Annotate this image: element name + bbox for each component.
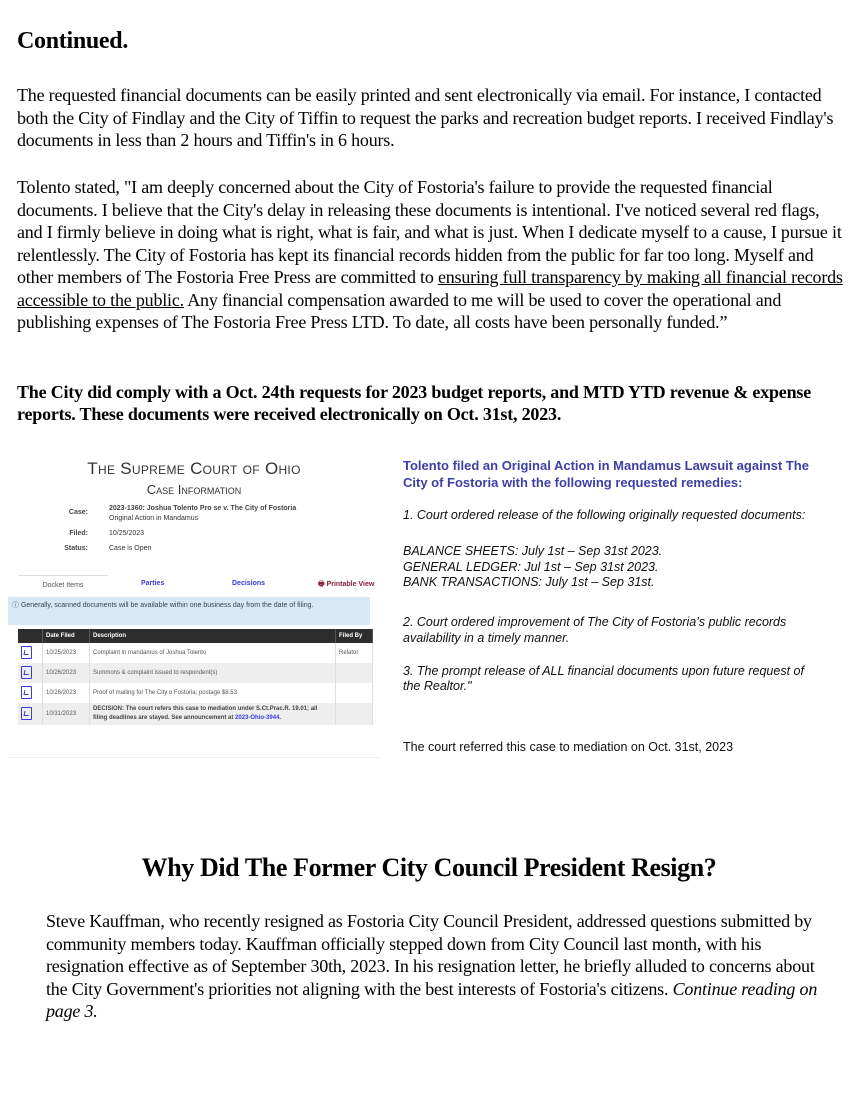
description-cell: Summons & complaint issued to respondent(s) [90, 663, 336, 683]
quote-text-end: Any financial compensation awarded to me will be used to cover the operational and publishing expenses of The Fostoria Free Press LTD. To date, all costs have been personally funded.” [17, 289, 782, 332]
status-row [8, 545, 380, 555]
decision-text: DECISION: The court refers this case to mediation under S.Ct.Prac.R. 19.01; all filing deadlines are stayed. See announcement at [93, 706, 318, 721]
filed-by-cell: Relator [336, 643, 373, 663]
document-item: GENERAL LEDGER: Jul 1st – Sep 31st 2023. [403, 559, 659, 574]
pdf-icon [21, 646, 32, 659]
filed-by-cell [336, 683, 373, 703]
table-row [18, 703, 373, 725]
header-filed-by: Filed By [336, 629, 373, 643]
court-title: The Supreme Court of Ohio [87, 459, 301, 478]
status-label: Status: [64, 545, 88, 552]
notice-text: Generally, scanned documents will be available within one business day from the date of filing. [20, 602, 314, 609]
remedy-2: 2. Court ordered improvement of The City of Fostoria’s public records availability in a timely manner. [403, 615, 787, 645]
case-tabs [18, 575, 378, 593]
document-item: BANK TRANSACTIONS: July 1st – Sep 31st. [403, 575, 655, 589]
underlined-statement: ensuring full transparency by making all financial records accessible to the public. [17, 267, 843, 310]
pdf-link[interactable] [18, 703, 43, 725]
header-date-filed: Date Filed [43, 629, 90, 643]
paragraph-response-times: The requested financial documents can be easily printed and sent electronically via email. For instance, I contacted both the City of Findlay and the City of Tiffin to request the parks and recreation budget reports. I received Findlay's documents in less than 2 hours and Tiffin's in 6 hours. [17, 85, 834, 150]
article-heading: Why Did The Former City Council President Resign? [141, 853, 717, 882]
court-subtitle: Case Information [146, 482, 242, 497]
filed-value: 10/25/2023 [109, 530, 145, 537]
pdf-icon [21, 707, 32, 720]
date-cell: 10/25/2023 [43, 643, 90, 663]
paragraph-city-compliance: The City did comply with a Oct. 24th requests for 2023 budget reports, and MTD YTD revenue & expense reports. These documents were received electronically on Oct. 31st, 2023. [17, 382, 811, 424]
table-header-row [18, 629, 373, 643]
pdf-link[interactable] [18, 643, 43, 663]
filed-row [8, 530, 380, 540]
case-value: 2023-1360: Joshua Tolento Pro se v. The City of Fostoria [109, 505, 297, 512]
document-item: BALANCE SHEETS: July 1st – Sep 31st 2023. [403, 544, 663, 558]
info-icon: ⓘ [12, 602, 21, 609]
tab-docket-items[interactable]: Docket Items [18, 575, 108, 594]
header-description: Description [90, 629, 336, 643]
date-cell: 10/31/2023 [43, 703, 90, 725]
table-row [18, 683, 373, 703]
case-label: Case: [68, 509, 88, 516]
filed-by-cell [336, 663, 373, 683]
filed-label: Filed: [69, 530, 88, 537]
pdf-icon [21, 666, 32, 679]
tab-decisions[interactable]: Decisions [232, 580, 266, 587]
paragraph-kauffman [46, 910, 836, 1023]
pdf-link[interactable] [18, 663, 43, 683]
remedy-1: 1. Court ordered release of the following originally requested documents: [403, 508, 806, 522]
case-type: Original Action in Mandamus [109, 515, 199, 522]
description-cell: Proof of mailing for The City o Fostoria; postage $8.53 [90, 683, 336, 703]
table-row [18, 663, 373, 683]
printable-view-link[interactable] [318, 580, 374, 591]
announcement-link[interactable]: 2023-Ohio-3944 [235, 715, 280, 721]
status-value: Case is Open [109, 545, 152, 552]
printable-view-label: Printable View [326, 581, 375, 588]
continue-reading: Continue reading on page 3. [46, 978, 818, 1021]
date-cell: 10/26/2023 [43, 663, 90, 683]
filed-by-cell [336, 703, 373, 725]
quote-text: Tolento stated, "I am deeply concerned about the City of Fostoria's failure to provide the requested financial documents. I believe that the City's delay in releasing these documents is intentional. I've noticed several red flags, and I firmly believe in doing what is right, what is fair, and what is just. When I dedicate myself to a cause, I pursue it relentlessly. The City of Fostoria has kept its financial records hidden from the public for far too long. Myself and other members of The Fostoria Free Press are committed to [17, 177, 842, 287]
date-cell: 10/26/2023 [43, 683, 90, 703]
docket-table [18, 629, 373, 725]
printer-icon: 🖶 [318, 581, 327, 588]
pdf-link[interactable] [18, 683, 43, 703]
case-row [8, 505, 380, 525]
decision-text-end: . [279, 715, 282, 721]
mediation-note: The court referred this case to mediation on Oct. 31st, 2023 [403, 740, 734, 754]
info-notice [8, 597, 370, 625]
pdf-icon [21, 686, 32, 699]
description-cell [90, 703, 336, 725]
kauffman-text: Steve Kauffman, who recently resigned as Fostoria City Council President, addressed questions submitted by community members today. Kauffman officially stepped down from City Council last month, with his resignation effective as of September 30th, 2023. In his resignation letter, he briefly alluded to concerns about the City Government's priorities not aligning with the best interests of Fostoria's citizens. [46, 911, 815, 999]
description-cell: Complaint in mandamus of Joshua Tolento [90, 643, 336, 663]
paragraph-tolento-quote [17, 176, 847, 334]
tab-parties[interactable]: Parties [141, 580, 165, 587]
section-heading: Continued. [17, 28, 129, 54]
remedy-3: 3. The prompt release of ALL financial documents upon future request of the Realtor." [403, 664, 804, 693]
remedies-heading: Tolento filed an Original Action in Mandamus Lawsuit against The City of Fostoria with the following requested remedies: [403, 458, 809, 490]
requested-documents-list [403, 544, 823, 591]
header-icon-col [18, 629, 43, 643]
court-case-screenshot [8, 452, 380, 758]
table-row [18, 643, 373, 663]
